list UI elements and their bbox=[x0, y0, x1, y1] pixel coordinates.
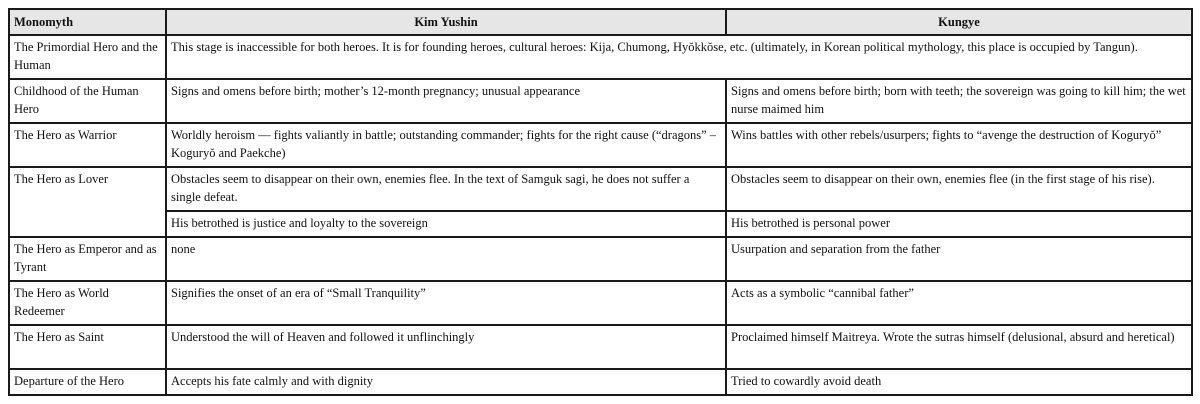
kim-yushin-cell: Accepts his fate calmly and with dignity bbox=[166, 369, 726, 395]
kungye-cell: Signs and omens before birth; born with teeth; the sovereign was going to kill him; the wet nurse maimed him bbox=[726, 79, 1192, 123]
table-row bbox=[9, 369, 1192, 395]
stage-cell: Departure of the Hero bbox=[9, 369, 166, 395]
kim-yushin-cell: Worldly heroism — fights valiantly in battle; outstanding commander; fights for the right cause (“dragons” – Koguryŏ and Paekche) bbox=[166, 123, 726, 167]
stage-cell: The Hero as World Redeemer bbox=[9, 281, 166, 325]
kim-yushin-cell: His betrothed is justice and loyalty to the sovereign bbox=[166, 211, 726, 237]
stage-cell: The Hero as Saint bbox=[9, 325, 166, 369]
kim-yushin-cell: none bbox=[166, 237, 726, 281]
kungye-cell: His betrothed is personal power bbox=[726, 211, 1192, 237]
table-row bbox=[9, 281, 1192, 325]
kim-yushin-cell: Obstacles seem to disappear on their own, enemies flee. In the text of Samguk sagi, he does not suffer a single defeat. bbox=[166, 167, 726, 211]
monomyth-comparison-table bbox=[8, 8, 1193, 396]
stage-cell: Childhood of the Human Hero bbox=[9, 79, 166, 123]
table-row bbox=[9, 237, 1192, 281]
header-kim-yushin: Kim Yushin bbox=[166, 9, 726, 35]
merged-cell: This stage is inaccessible for both heroes. It is for founding heroes, cultural heroes: Kija, Chumong, Hyŏkkŏse, etc. (ultimately, in Korean political mythology, this place is occupied by Tangun). bbox=[166, 35, 1192, 79]
kungye-cell: Proclaimed himself Maitreya. Wrote the sutras himself (delusional, absurd and heretical) bbox=[726, 325, 1192, 369]
header-kungye: Kungye bbox=[726, 9, 1192, 35]
kungye-cell: Tried to cowardly avoid death bbox=[726, 369, 1192, 395]
stage-cell: The Hero as Warrior bbox=[9, 123, 166, 167]
table-row bbox=[9, 79, 1192, 123]
kim-yushin-cell: Signifies the onset of an era of “Small Tranquility” bbox=[166, 281, 726, 325]
stage-cell: The Primordial Hero and the Human bbox=[9, 35, 166, 79]
table-row bbox=[9, 35, 1192, 79]
table-row bbox=[9, 123, 1192, 167]
kim-yushin-cell: Signs and omens before birth; mother’s 12-month pregnancy; unusual appearance bbox=[166, 79, 726, 123]
stage-cell: The Hero as Lover bbox=[9, 167, 166, 237]
table-row bbox=[9, 325, 1192, 369]
kungye-cell: Obstacles seem to disappear on their own, enemies flee (in the first stage of his rise). bbox=[726, 167, 1192, 211]
header-monomyth: Monomyth bbox=[9, 9, 166, 35]
table-row bbox=[9, 211, 1192, 237]
kungye-cell: Usurpation and separation from the father bbox=[726, 237, 1192, 281]
header-row bbox=[9, 9, 1192, 35]
comparison-table-wrapper bbox=[8, 8, 1193, 396]
table-row bbox=[9, 167, 1192, 211]
kungye-cell: Wins battles with other rebels/usurpers; fights to “avenge the destruction of Koguryŏ” bbox=[726, 123, 1192, 167]
stage-cell: The Hero as Emperor and as Tyrant bbox=[9, 237, 166, 281]
kungye-cell: Acts as a symbolic “cannibal father” bbox=[726, 281, 1192, 325]
kim-yushin-cell: Understood the will of Heaven and followed it unflinchingly bbox=[166, 325, 726, 369]
